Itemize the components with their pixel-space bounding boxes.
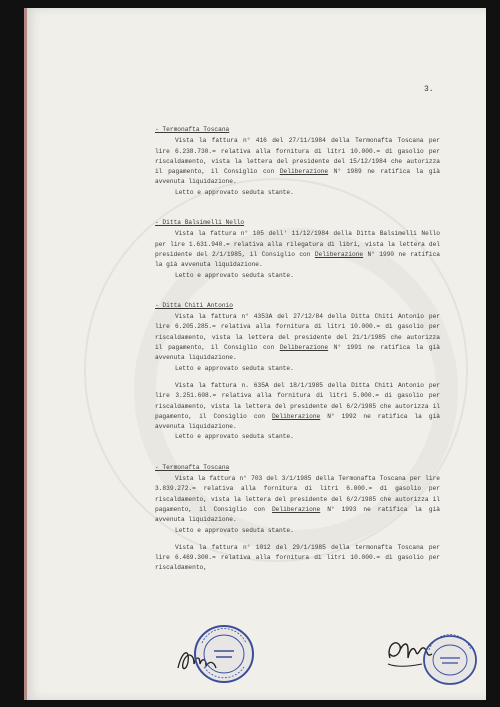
paragraph-text-end: N° 1989 ne ratifica la già avvenuta liquidazione. — [155, 168, 440, 186]
section-header — [155, 218, 440, 228]
approval-note: Letto e approvato seduta stante. — [175, 364, 294, 372]
section-header-text: - Ditta Balsimelli Nello — [155, 219, 245, 227]
deliberazione-label: Deliberazione — [271, 412, 321, 420]
paragraph — [155, 312, 440, 363]
approval-note: Letto e approvato seduta stante. — [175, 526, 294, 534]
approval-note: Letto e approvato seduta stante. — [175, 433, 294, 441]
paragraph — [155, 543, 440, 574]
section — [155, 218, 440, 281]
paragraph — [155, 136, 440, 187]
paragraph — [155, 381, 440, 432]
section-header-text: - Termonafta Toscana — [155, 126, 230, 133]
round-seal-right — [420, 632, 480, 688]
deliberazione-label: Deliberazione — [279, 344, 329, 352]
page-number: 3. — [424, 85, 434, 94]
paragraph — [155, 229, 440, 270]
deliberazione-label: Deliberazione — [271, 505, 321, 513]
section — [155, 463, 440, 574]
paragraph-text-end: N° 1992 ne ratifica la già avvenuta liquidazione. — [155, 412, 440, 431]
paragraph-text: Vista la fattura n. 635A del 18/1/1985 della Ditta Chiti Antonio per lire 3.251.608.= relativa alla fornitura di litri 5.000.= di gasolio per riscaldamento, vista la lettera del presidente del 6/2/1985 che autorizza il pagamento, il Consiglio con — [155, 381, 440, 420]
paragraph-text: Vista la fattura n° 105 dell' 11/12/1984 della Ditta Balsimelli Nello per lire 1.631.940.= relativa alla rilegatura di libri, vista la lettera del presidente del 2/1/1985, il Consiglio con — [155, 230, 440, 258]
paragraph-text: Vista la fattura n° 1012 del 29/1/1985 della termonafta Toscana per lire 6.469.300.= relativa alla fornitura di litri 10.000.= di gasolio per riscaldamento, — [155, 543, 440, 572]
approval-note: Letto e approvato seduta stante. — [175, 271, 294, 279]
paragraph-text-end: N° 1993 ne ratifica la già avvenuta liquidazione. — [155, 505, 440, 524]
section-header — [155, 301, 440, 311]
section-header — [155, 463, 440, 473]
section — [155, 125, 440, 198]
paragraph-text: Vista la fattura n° 4353A del 27/12/84 della Ditta Chiti Antonio per lire 6.205.285.= relativa alla fornitura di litri 10.000.= di gasolio per riscaldamento, vista la lettera del presidente del 21/1/1985 che autorizza il pagamento, il Consiglio con — [155, 313, 440, 352]
deliberazione-label: Deliberazione — [314, 250, 364, 258]
section — [155, 301, 440, 443]
paragraph-text: Vista la fattura n° 703 del 3/1/1985 della Termonafta Toscana per lire 3.839.272.= relativa alla fornitura di litri 6.000.= di gasolio per riscaldamento, vista la lettera del presidente del 6/2/1985 che autorizza il pagamento, il Consiglio con — [155, 475, 440, 513]
document-page — [24, 8, 486, 700]
section-header-text: - Termonafta Toscana — [155, 463, 230, 471]
deliberazione-label: Deliberazione — [279, 168, 329, 176]
approval-note: Letto e approvato seduta stante. — [175, 188, 294, 196]
paragraph-text-end: N° 1991 ne ratifica la già avvenuta liquidazione. — [155, 344, 440, 362]
paragraph-text: Vista la fattura n° 416 del 27/11/1984 della Termonafta Toscana per lire 6.238.730.= relativa alla fornitura di litri 10.000.= di gasolio per riscaldamento, vista la lettera del presidente del 15/12/1984 che autorizza il pagamento, il Consiglio con — [155, 137, 440, 176]
paragraph-text-end: N° 1990 ne ratifica la già avvenuta liquidazione. — [155, 250, 441, 269]
round-seal-left — [192, 623, 256, 685]
paragraph — [155, 474, 440, 525]
section-header-text: - Ditta Chiti Antonio — [155, 301, 233, 309]
document-body — [155, 125, 440, 594]
section-header — [155, 125, 440, 135]
